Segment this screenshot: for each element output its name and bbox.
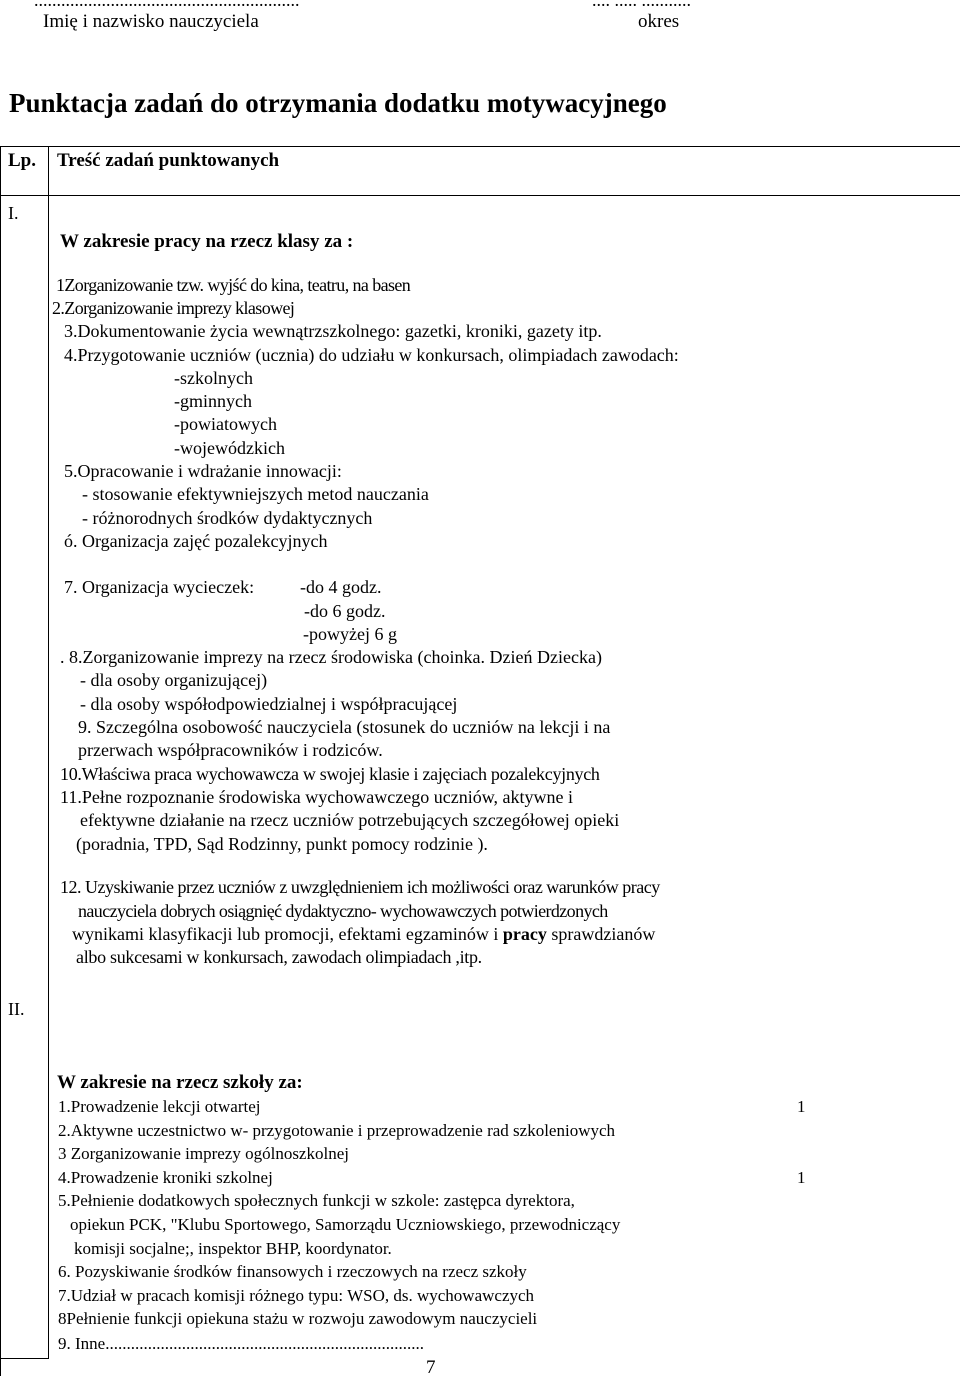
teacher-name-label: Imię i nazwisko nauczyciela — [43, 11, 259, 32]
lp-column-header: Lp. — [8, 150, 36, 171]
section-2-line: 2.Aktywne uczestnictwo w- przygotowanie i przeprowadzenie rad szkoleniowych — [58, 1121, 616, 1140]
teacher-name-dots: ........................................................... — [34, 0, 300, 10]
period-label: okres — [638, 11, 680, 32]
section-1-line: przerwach współpracowników i rodziców. — [78, 740, 383, 760]
section-2-line: opiekun PCK, "Klubu Sportowego, Samorządu Uczniowskiego, przewodniczący — [70, 1215, 621, 1234]
table-column-divider — [48, 146, 49, 1359]
period-dots: .... ..... ........... — [592, 0, 691, 10]
section-1-line — [72, 924, 655, 945]
section-1-line: 9. Szczególna osobowość nauczyciela (stosunek do uczniów na lekcji i na — [78, 717, 611, 737]
section-1-line: 7. Organizacja wycieczek: — [64, 577, 255, 597]
table-header-divider — [0, 195, 960, 196]
page-number: 7 — [426, 1357, 436, 1378]
section-1-line: efektywne działanie na rzecz uczniów potrzebujących szczegółowej opieki — [80, 810, 620, 830]
table-top-border — [0, 146, 960, 147]
section-1-line: - stosowanie efektywniejszych metod nauczania — [82, 484, 429, 504]
table-left-border — [0, 146, 1, 1376]
section-1-line: -wojewódzkich — [174, 438, 285, 458]
section-2-line: 4.Prowadzenie kroniki szkolnej — [58, 1168, 273, 1187]
section-1-line: - dla osoby organizującej) — [80, 670, 268, 690]
section-1-line: albo sukcesami w konkursach, zawodach olimpiadach ,itp. — [76, 947, 482, 967]
section-1-line: - dla osoby współodpowiedzialnej i współpracującej — [80, 694, 458, 714]
section-2-points: 1 — [797, 1168, 806, 1187]
section-2-heading: W zakresie na rzecz szkoły za: — [57, 1072, 303, 1093]
page-title: Punktacja zadań do otrzymania dodatku motywacyjnego — [9, 88, 667, 118]
section-1-line-part: wynikami klasyfikacji lub promocji, efektami egzaminów i — [72, 924, 499, 944]
section-1-line-bold: pracy — [502, 924, 547, 944]
section-1-line: -do 6 godz. — [304, 601, 386, 621]
section-1-line: 4.Przygotowanie uczniów (ucznia) do udziału w konkursach, olimpiadach zawodach: — [64, 345, 679, 365]
section-1-line: 2.Zorganizowanie imprezy klasowej — [52, 298, 295, 318]
section-2-line: 7.Udział w pracach komisji różnego typu: WSO, ds. wychowawczych — [58, 1286, 535, 1305]
section-2-line: 3 Zorganizowanie imprezy ogólnoszkolnej — [58, 1144, 349, 1163]
section-1-heading: W zakresie pracy na rzecz klasy za : — [60, 231, 354, 252]
content-column-header: Treść zadań punktowanych — [57, 150, 280, 171]
section-1-line: - różnorodnych środków dydaktycznych — [82, 508, 373, 528]
section-1-line: 5.Opracowanie i wdrażanie innowacji: — [64, 461, 342, 481]
section-1-line: -powyżej 6 g — [303, 624, 397, 644]
section-1-line: 3.Dokumentowanie życia wewnątrzszkolnego: gazetki, kroniki, gazety itp. — [64, 321, 602, 341]
section-1-line: 11.Pełne rozpoznanie środowiska wychowawczego uczniów, aktywne i — [60, 787, 573, 807]
section-2-number: II. — [8, 999, 25, 1019]
section-2-line: 8Pełnienie funkcji opiekuna stażu w rozwoju zawodowym nauczycieli — [58, 1309, 538, 1328]
section-1-line: . 8.Zorganizowanie imprezy na rzecz środowiska (choinka. Dzień Dziecka) — [60, 647, 602, 667]
section-1-line: -gminnych — [174, 391, 252, 411]
section-1-line: (poradnia, TPD, Sąd Rodzinny, punkt pomocy rodzinie ). — [76, 834, 488, 854]
section-2-line: komisji socjalne;, inspektor BHP, koordynator. — [74, 1239, 392, 1258]
section-1-line: 12. Uzyskiwanie przez uczniów z uwzględnieniem ich możliwości oraz warunków pracy — [60, 877, 660, 897]
section-1-line: 1Zorganizowanie tzw. wyjść do kina, teatru, na basen — [56, 275, 411, 295]
section-1-line: 10.Właściwa praca wychowawcza w swojej klasie i zajęciach pozalekcyjnych — [60, 764, 600, 784]
table-lp-bottom — [0, 1358, 48, 1359]
section-1-line: -szkolnych — [174, 368, 253, 388]
section-2-line: 5.Pełnienie dodatkowych społecznych funkcji w szkole: zastępca dyrektora, — [58, 1191, 575, 1210]
section-2-line: 6. Pozyskiwanie środków finansowych i rzeczowych na rzecz szkoły — [58, 1262, 527, 1281]
section-2-points: 1 — [797, 1097, 806, 1116]
section-2-line: 9. Inne........................................................................... — [58, 1334, 424, 1353]
section-1-line: ó. Organizacja zajęć pozalekcyjnych — [64, 531, 328, 551]
section-1-line-part: sprawdzianów — [551, 924, 656, 944]
section-1-line: -powiatowych — [174, 414, 277, 434]
section-2-line: 1.Prowadzenie lekcji otwartej — [58, 1097, 261, 1116]
section-1-line: -do 4 godz. — [300, 577, 382, 597]
section-1-line: nauczyciela dobrych osiągnięć dydaktyczno- wychowawczych potwierdzonych — [78, 901, 608, 921]
section-1-number: I. — [8, 203, 19, 223]
